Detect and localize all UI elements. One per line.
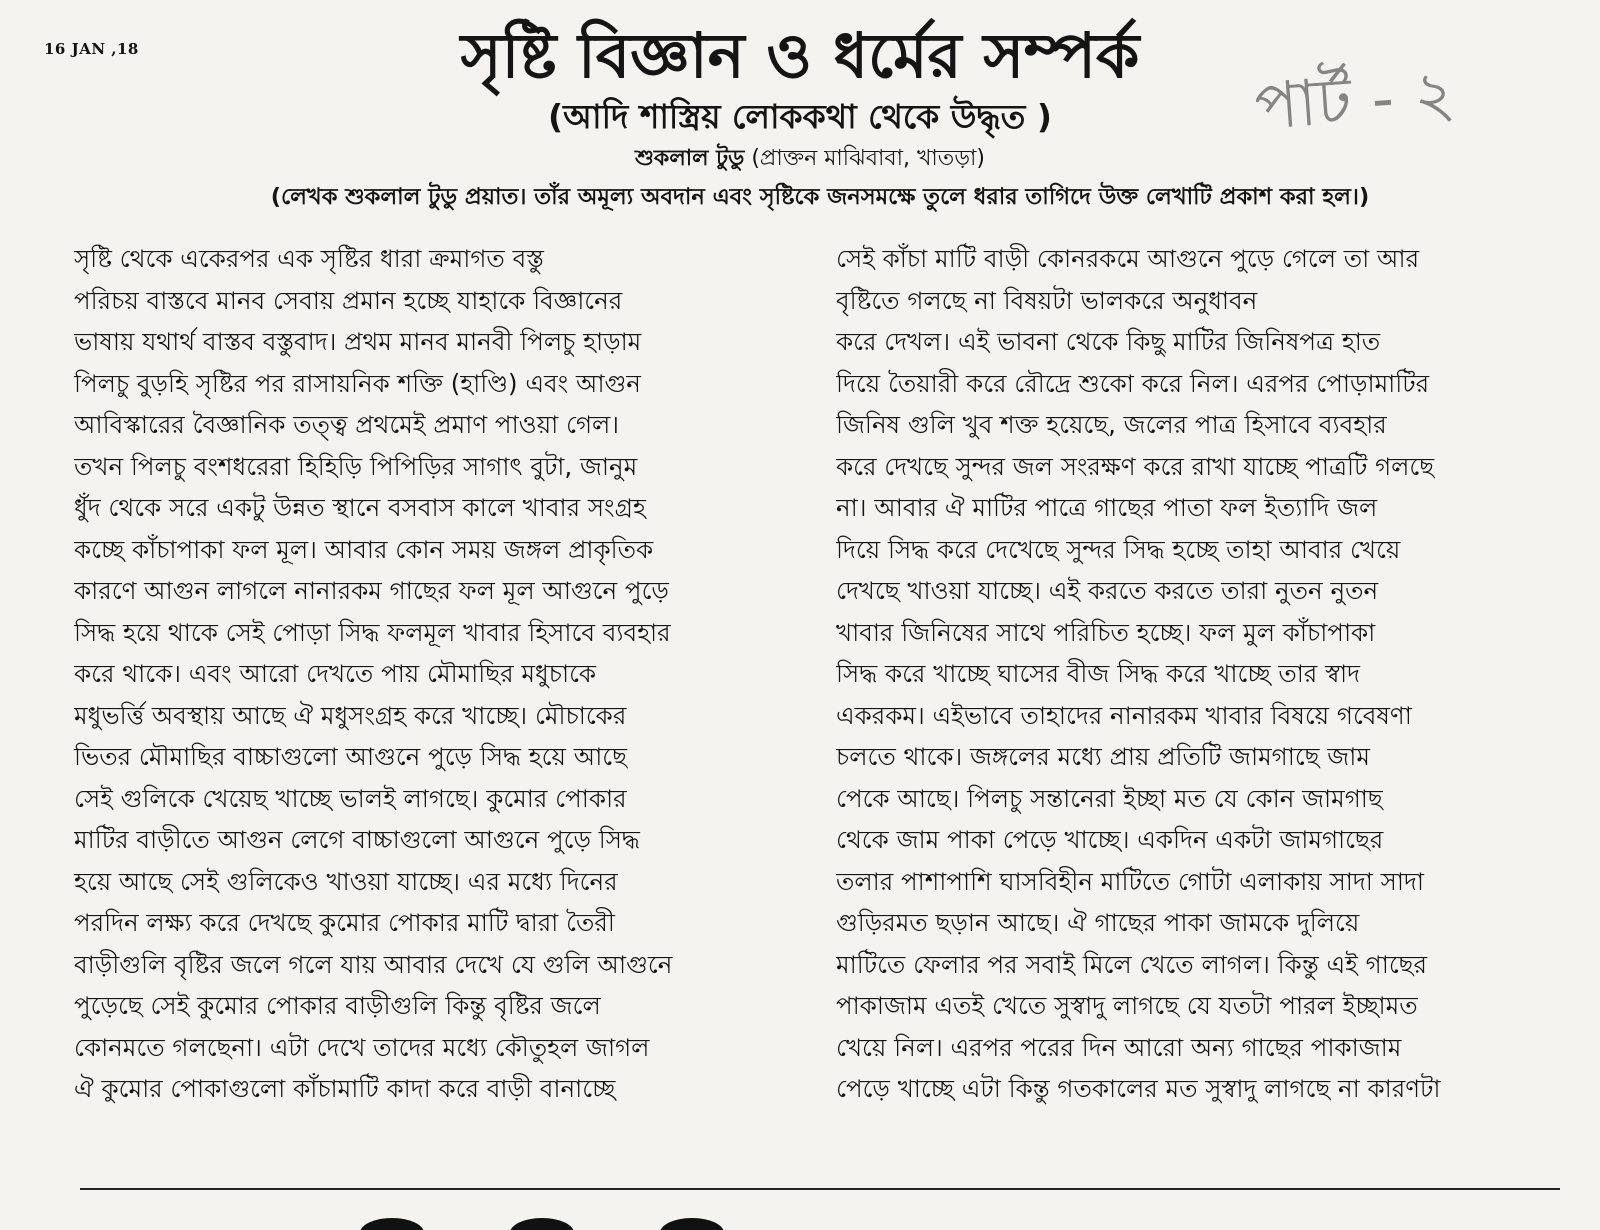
article-line: খেয়ে নিল। এরপর পরের দিন আরো অন্য গাছের পাকাজাম xyxy=(836,1032,1402,1062)
article-line: পেড়ে খাচ্ছে এটা কিন্তু গতকালের মত সুস্বাদু লাগছে না কারণটা xyxy=(836,1074,1441,1103)
article-line: সেই গুলিকে খেয়েছ খাচ্ছে ভালই লাগছে। কুমোর পোকার xyxy=(74,783,627,813)
article-line: পাকাজাম এতই খেতে সুস্বাদু লাগছে যে যতটা পারল ইচ্ছামত xyxy=(836,991,1418,1020)
article-line: কচ্ছে কাঁচাপাকা ফল মূল। আবার কোন সময় জঙ্গল প্রাকৃতিক xyxy=(74,534,654,564)
article-line: বাড়ীগুলি বৃষ্টির জলে গলে যায় আবার দেখে যে গুলি আগুনে xyxy=(74,949,673,979)
byline xyxy=(460,142,1160,176)
author-name: শুকলাল টুডু xyxy=(634,146,745,171)
article-line: করে দেখল। এই ভাবনা থেকে কিছু মাটির জিনিষপত্র হাত xyxy=(836,327,1381,356)
article-line: তখন পিলচু বংশধরেরা হিহিড়ি পিপিড়ির সাগাৎ বুটা, জানুম xyxy=(74,451,638,481)
article-line: মাটিতে ফেলার পর সবাই মিলে খেতে লাগল। কিন্তু এই গাছের xyxy=(836,949,1427,979)
article-line: মাটির বাড়ীতে আগুন লেগে বাচ্চাগুলো আগুনে পুড়ে সিদ্ধ xyxy=(74,825,640,854)
article-line: তলার পাশাপাশি ঘাসবিহীন মাটিতে গোটা এলাকায় সাদা সাদা xyxy=(836,866,1424,896)
article-line: করে দেখছে সুন্দর জল সংরক্ষণ করে রাখা যাচ্ছে পাত্রটি গলছে xyxy=(836,451,1435,481)
article-line: সিদ্ধ করে খাচ্ছে ঘাসের বীজ সিদ্ধ করে খাচ্ছে তার স্বাদ xyxy=(836,659,1360,688)
article-column-right xyxy=(836,238,1548,1110)
article-line: কোনমতে গলছেনা। এটা দেখে তাদের মধ্যে কৌতুহল জাগল xyxy=(74,1032,650,1062)
next-headline-fragment xyxy=(360,1214,740,1230)
article-line: খাবার জিনিষের সাথে পরিচিত হচ্ছে। ফল মুল কাঁচাপাকা xyxy=(836,617,1376,647)
article-line: মধুভর্ত্তি অবস্থায় আছে ঐ মধুসংগ্রহ করে খাচ্ছে। মৌচাকের xyxy=(74,700,627,730)
article-line: সৃষ্টি থেকে একেরপর এক সৃষ্টির ধারা ক্রমাগত বস্তু xyxy=(74,244,544,273)
article-line: পুড়েছে সেই কুমোর পোকার বাড়ীগুলি কিন্তু বৃষ্টির জলে xyxy=(74,991,601,1020)
article-line: ঐ কুমোর পোকাগুলো কাঁচামাটি কাদা করে বাড়ী বানাচ্ছে xyxy=(74,1074,616,1103)
article-line: থেকে জাম পাকা পেড়ে খাচ্ছে। একদিন একটা জামগাছের xyxy=(836,825,1384,854)
article-line: সেই কাঁচা মাটি বাড়ী কোনরকমে আগুনে পুড়ে গেলে তা আর xyxy=(836,244,1420,273)
article-line: না। আবার ঐ মাটির পাত্রে গাছের পাতা ফল ইত্যাদি জল xyxy=(836,493,1378,522)
article-column-left xyxy=(74,238,800,1110)
article-line: জিনিষ গুলি খুব শক্ত হয়েছে, জলের পাত্র হিসাবে ব্যবহার xyxy=(836,410,1387,439)
article-subtitle: (আদি শাস্ত্রিয় লোককথা থেকে উদ্ধৃত ) xyxy=(548,97,1052,136)
article-line: বৃষ্টিতে গলছে না বিষয়টা ভালকরে অনুধাবন xyxy=(836,285,1258,315)
article-line: দিয়ে তৈয়ারী করে রৌদ্রে শুকো করে নিল। এরপর পোড়ামাটির xyxy=(836,368,1430,398)
date-stamp: 16 JAN ,18 xyxy=(44,40,139,58)
editor-note: (লেখক শুকলাল টুডু প্রয়াত। তাঁর অমূল্য অবদান এবং সৃষ্টিকে জনসমক্ষে তুলে ধরার তাগিদে উক্ত লেখাটি প্রকাশ করা হল।) xyxy=(270,184,1370,210)
article-line: গুড়িরমত ছড়ান আছে। ঐ গাছের পাকা জামকে দুলিয়ে xyxy=(836,908,1360,937)
article-line: আবিস্কারের বৈজ্ঞানিক তত্ত্ব প্রথমেই প্রমাণ পাওয়া গেল। xyxy=(74,410,620,439)
article-line: ভিতর মৌমাছির বাচ্চাগুলো আগুনে পুড়ে সিদ্ধ হয়ে আছে xyxy=(74,742,627,771)
article-line: পেকে আছে। পিলচু সন্তানেরা ইচ্ছা মত যে কোন জামগাছ xyxy=(836,783,1383,813)
article-line: কারণে আগুন লাগলে নানারকম গাছের ফল মূল আগুনে পুড়ে xyxy=(74,576,669,605)
handwritten-mark: পার্ট - ২ xyxy=(1252,57,1458,145)
article-title: সৃষ্টি বিজ্ঞান ও ধর্মের সম্পর্ক xyxy=(460,19,1140,92)
article-line: চলতে থাকে। জঙ্গলের মধ্যে প্রায় প্রতিটি জামগাছে জাম xyxy=(836,742,1370,771)
article-line: দিয়ে সিদ্ধ করে দেখেছে সুন্দর সিদ্ধ হচ্ছে তাহা আবার খেয়ে xyxy=(836,534,1401,564)
article-line: ভাষায় যথার্থ বাস্তব বস্তুবাদ। প্রথম মানব মানবী পিলচু হাড়াম xyxy=(74,327,642,356)
author-role: (প্রাক্তন মাঝিবাবা, খাতড়া) xyxy=(751,146,985,171)
article-line: পরিচয় বাস্তবে মানব সেবায় প্রমান হচ্ছে যাহাকে বিজ্ঞানের xyxy=(74,285,623,315)
article-line: পরদিন লক্ষ্য করে দেখছে কুমোর পোকার মাটি দ্বারা তৈরী xyxy=(74,908,615,937)
article-line: ধুঁদ থেকে সরে একটু উন্নত স্থানে বসবাস কালে খাবার সংগ্রহ xyxy=(74,493,646,522)
article-line: হয়ে আছে সেই গুলিকেও খাওয়া যাচ্ছে। এর মধ্যে দিনের xyxy=(74,866,618,896)
article-line: একরকম। এইভাবে তাহাদের নানারকম খাবার বিষয়ে গবেষণা xyxy=(836,700,1412,730)
article-line: দেখছে খাওয়া যাচ্ছে। এই করতে করতে তারা নুতন নুতন xyxy=(836,576,1379,605)
article-line: করে থাকে। এবং আরো দেখতে পায় মৌমাছির মধুচাকে xyxy=(74,659,597,688)
column-rule xyxy=(80,1188,1560,1190)
article-line: সিদ্ধ হয়ে থাকে সেই পোড়া সিদ্ধ ফলমূল খাবার হিসাবে ব্যবহার xyxy=(74,617,671,647)
article-line: পিলচু বুড়হি সৃষ্টির পর রাসায়নিক শক্তি (হাণ্ডি) এবং আগুন xyxy=(74,368,641,398)
